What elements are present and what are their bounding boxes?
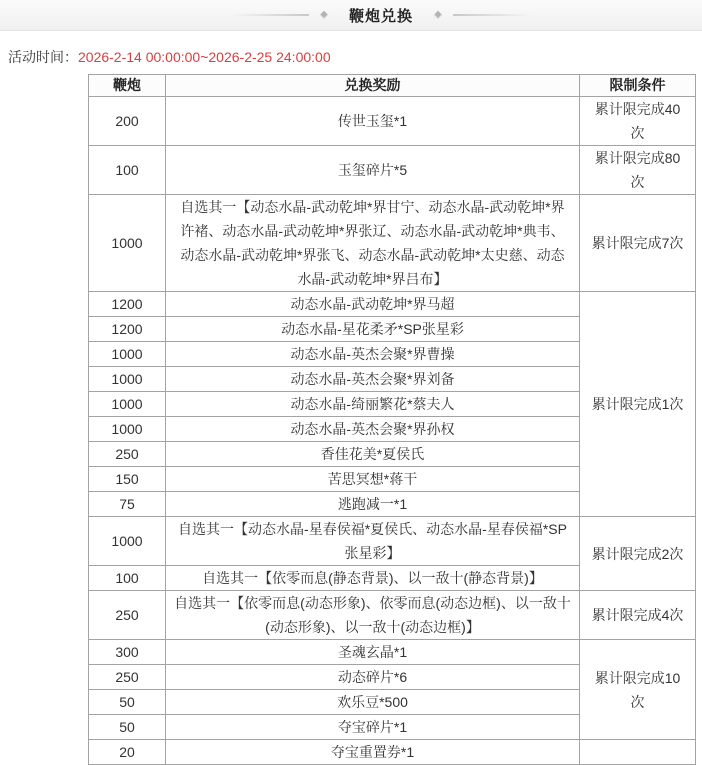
cost-cell: 1200 [89,292,166,317]
limit-cell: 累计限完成1次 [580,292,696,517]
column-header: 鞭炮 [89,75,166,97]
limit-cell: 累计限完成2次 [580,517,696,591]
cost-cell: 50 [89,715,166,740]
table-row [89,97,696,146]
limit-cell [580,740,696,765]
reward-cell: 自选其一【动态水晶-武动乾坤*界甘宁、动态水晶-武动乾坤*界许褚、动态水晶-武动乾坤*界张辽、动态水晶-武动乾坤*典韦、动态水晶-武动乾坤*界张飞、动态水晶-武动乾坤*太史慈、动态水晶-武动乾坤*界吕布】 [166,195,580,292]
table-row [89,292,696,317]
diamond-icon [320,11,328,19]
reward-cell: 动态水晶-英杰会聚*界刘备 [166,367,580,392]
cost-cell: 150 [89,467,166,492]
cost-cell: 1200 [89,317,166,342]
table-body [89,97,696,765]
reward-cell: 逃跑减一*1 [166,492,580,517]
activity-time-value: 2026-2-14 00:00:00~2026-2-25 24:00:00 [78,49,331,65]
limit-cell: 累计限完成80次 [580,146,696,195]
exchange-table [88,74,696,765]
cost-cell: 200 [89,97,166,146]
reward-cell: 圣魂玄晶*1 [166,640,580,665]
reward-cell: 夺宝重置券*1 [166,740,580,765]
cost-cell: 100 [89,146,166,195]
cost-cell: 250 [89,442,166,467]
page-title: 鞭炮兑换 [348,7,413,25]
title-divider-left [231,14,309,16]
column-header: 限制条件 [580,75,696,97]
reward-cell: 欢乐豆*500 [166,690,580,715]
table-header [89,75,696,97]
table-row [89,195,696,292]
reward-cell: 香佳花美*夏侯氏 [166,442,580,467]
activity-time [8,47,702,67]
limit-cell: 累计限完成4次 [580,591,696,640]
header-row [89,75,696,97]
reward-cell: 动态水晶-武动乾坤*界马超 [166,292,580,317]
cost-cell: 250 [89,665,166,690]
cost-cell: 1000 [89,392,166,417]
reward-cell: 自选其一【动态水晶-星春侯福*夏侯氏、动态水晶-星春侯福*SP张星彩】 [166,517,580,566]
limit-cell: 累计限完成10次 [580,640,696,740]
title-group [231,5,531,26]
reward-cell: 自选其一【依零而息(静态背景)、以一敌十(静态背景)】 [166,566,580,591]
cost-cell: 1000 [89,195,166,292]
reward-cell: 苦思冥想*蒋干 [166,467,580,492]
cost-cell: 1000 [89,367,166,392]
reward-cell: 自选其一【依零而息(动态形象)、依零而息(动态边框)、以一敌十(动态形象)、以一敌十(动态边框)】 [166,591,580,640]
cost-cell: 300 [89,640,166,665]
reward-cell: 动态碎片*6 [166,665,580,690]
column-header: 兑换奖励 [166,75,580,97]
table-row [89,146,696,195]
reward-cell: 夺宝碎片*1 [166,715,580,740]
cost-cell: 20 [89,740,166,765]
reward-cell: 动态水晶-英杰会聚*界孙权 [166,417,580,442]
cost-cell: 250 [89,591,166,640]
reward-cell: 动态水晶-星花柔矛*SP张星彩 [166,317,580,342]
cost-cell: 50 [89,690,166,715]
cost-cell: 100 [89,566,166,591]
limit-cell: 累计限完成7次 [580,195,696,292]
cost-cell: 1000 [89,517,166,566]
title-divider-right [453,14,531,16]
table-row [89,640,696,665]
table-row [89,740,696,765]
reward-cell: 动态水晶-英杰会聚*界曹操 [166,342,580,367]
reward-cell: 动态水晶-绮丽繁花*蔡夫人 [166,392,580,417]
cost-cell: 1000 [89,342,166,367]
cost-cell: 75 [89,492,166,517]
reward-cell: 玉玺碎片*5 [166,146,580,195]
table-row [89,591,696,640]
cost-cell: 1000 [89,417,166,442]
title-bar [0,0,702,31]
activity-time-label: 活动时间： [8,49,78,65]
limit-cell: 累计限完成40次 [580,97,696,146]
table-row [89,517,696,566]
diamond-icon [434,11,442,19]
reward-cell: 传世玉玺*1 [166,97,580,146]
